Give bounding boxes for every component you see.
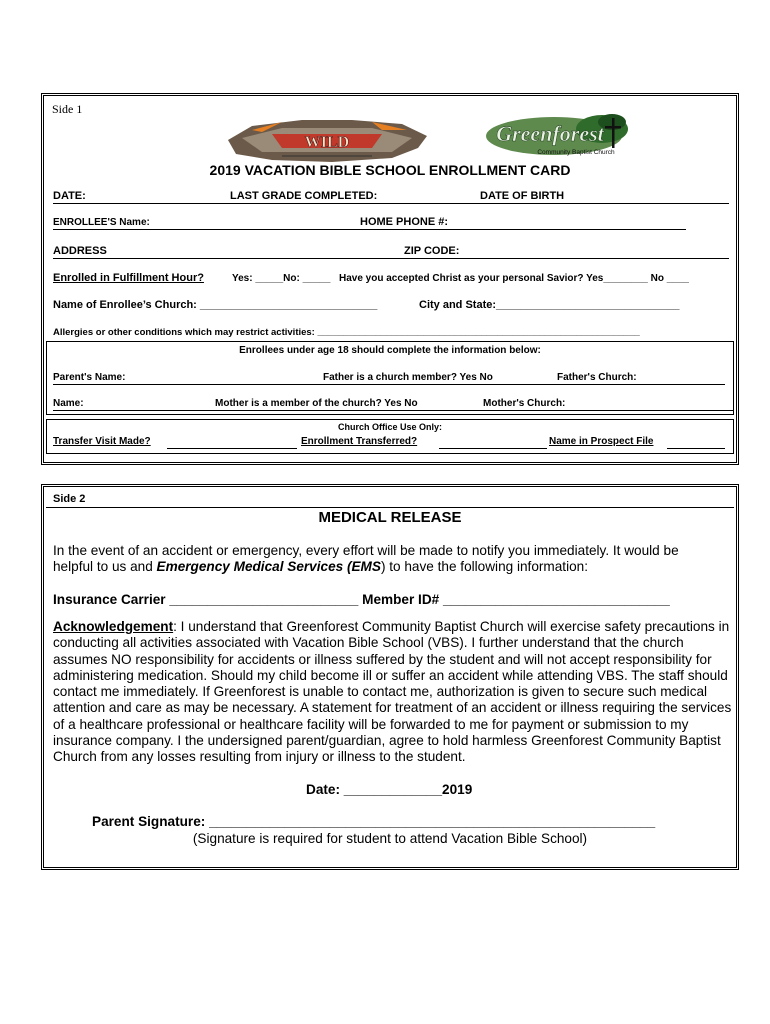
acknowledgement-label: Acknowledgement [53,619,174,634]
prospect-file-label[interactable]: Name in Prospect File [549,436,654,447]
transfer-visit-label[interactable]: Transfer Visit Made? [53,436,151,447]
father-church-label: Father's Church: [557,372,637,383]
date-label: DATE: [53,190,86,202]
prospect-file-line[interactable] [667,448,725,449]
intro-line-2c: ) to have the following information: [380,559,588,575]
name-label: Name: [53,398,84,409]
intro-paragraph [53,543,733,576]
parent-name-line[interactable] [53,384,725,385]
accepted-christ-question[interactable]: Have you accepted Christ as your personal Savior? Yes________ No ____ [339,273,689,284]
mother-church-label: Mother's Church: [483,398,566,409]
last-grade-label: LAST GRADE COMPLETED: [230,190,378,202]
transfer-visit-line[interactable] [167,448,297,449]
intro-line-2a: helpful to us and [53,559,157,575]
acknowledgement-text: : I understand that Greenforest Community Baptist Church will exercise safety precautions in conducting all activities associated with Vacation Bible School (VBS). I further understand that the church assumes NO responsibility for accidents or illness suffered by the student and will not accept responsibility for administering medication. Should my child become ill or suffer an accident while attending VBS. The staff should contact me immediately. If Greenforest is unable to contact me, authorization is given to secure such medical attention and care as may be necessary. A statement for treatment of an accident or illness requiring the services of a healthcare professional or healthcare facility will be forwarded to me for payment or submission to my insurance company. I the undersigned parent/guardian, agree to hold harmless Greenforest Community Baptist Church from any losses resulting from injury or illness to the student. [53,619,732,765]
signature-note: (Signature is required for student to attend Vacation Bible School) [192,831,588,846]
side-label: Side 1 [52,102,83,116]
side-label: Side 2 [53,493,86,505]
parent-name-label: Parent's Name: [53,372,126,383]
enrollee-name-line[interactable] [53,229,686,230]
city-state-label[interactable]: City and State:______________________________ [419,299,680,311]
intro-line-1: In the event of an accident or emergency, every effort will be made to notify you immediately. It would be [53,543,679,558]
greenforest-church-logo [484,114,644,164]
mother-member-question[interactable]: Mother is a member of the church? Yes No [215,398,418,409]
office-use-heading: Church Office Use Only: [337,422,443,432]
enrollee-name-label: ENROLLEE'S Name: [53,217,150,228]
fulfillment-label: Enrolled in Fulfillment Hour? [53,272,204,284]
ems-text: Emergency Medical Services (EMS [156,559,381,575]
enrollment-transferred-line[interactable] [439,448,547,449]
father-member-question[interactable]: Father is a church member? Yes No [323,372,493,383]
under-18-section [46,341,734,415]
svg-text:WILD: WILD [304,134,350,151]
fulfillment-yes-no[interactable]: Yes: _____No: _____ [232,273,331,284]
parent-signature-field[interactable]: Parent Signature: ___________________________________________________________ [92,814,656,829]
divider [46,507,734,508]
address-label: ADDRESS [53,245,107,257]
under-18-heading: Enrollees under age 18 should complete the information below: [239,345,541,356]
medical-release-card [41,484,739,870]
date-row-line[interactable] [53,203,729,204]
address-line[interactable] [53,258,729,259]
card-title: 2019 VACATION BIBLE SCHOOL ENROLLMENT CARD [209,162,571,178]
allergies-label[interactable]: Allergies or other conditions which may restrict activities: _____________________________________________________________ [53,327,640,338]
date-field[interactable]: Date: _____________2019 [306,782,473,797]
medical-release-title: MEDICAL RELEASE [318,509,462,526]
dob-label: DATE OF BIRTH [480,190,565,202]
office-use-section [46,419,734,454]
insurance-fields[interactable]: Insurance Carrier _________________________ Member ID# ______________________________ [53,592,670,607]
enrollment-card [41,93,739,465]
zip-code-label: ZIP CODE: [404,245,460,257]
enrollment-transferred-label[interactable]: Enrollment Transferred? [301,436,418,447]
name-line[interactable] [53,410,733,411]
home-phone-label: HOME PHONE #: [360,216,449,228]
svg-text:Community Baptist Church: Community Baptist Church [537,149,615,156]
enrollee-church-label[interactable]: Name of Enrollee’s Church: _____________________________ [53,299,378,311]
vbs-wild-logo [222,118,432,164]
svg-text:Greenforest: Greenforest [496,121,604,146]
acknowledgement-paragraph [53,619,733,766]
